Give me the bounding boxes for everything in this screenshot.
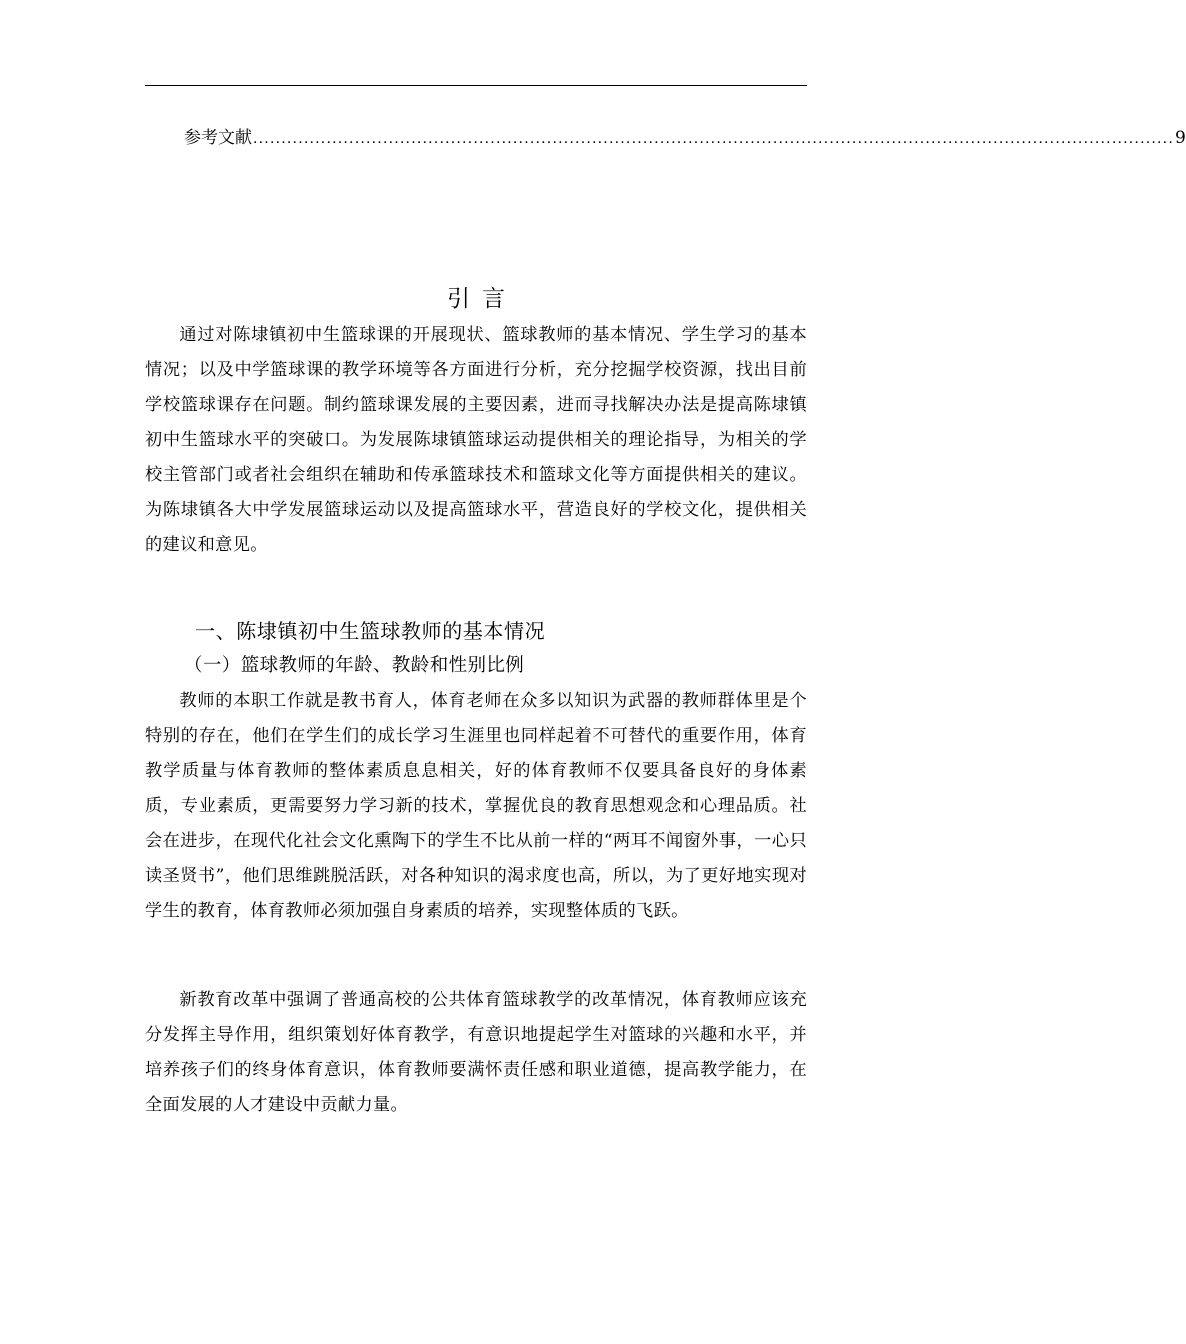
- body-paragraph-2: 新教育改革中强调了普通高校的公共体育篮球教学的改革情况，体育教师应该充分发挥主导作用，组织策划好体育教学，有意识地提起学生对篮球的兴趣和水平，并培养孩子们的终身体育意识，体育教师要满怀责任感和职业道德，提高教学能力，在全面发展的人才建设中贡献力量。: [145, 990, 807, 1115]
- body-paragraph-1: 教师的本职工作就是教书育人，体育老师在众多以知识为武器的教师群体里是个特别的存在，他们在学生们的成长学习生涯里也同样起着不可替代的重要作用，体育教学质量与体育教师的整体素质息息相关，好的体育教师不仅要具备良好的身体素质，专业素质，更需要努力学习新的技术，掌握优良的教育思想观念和心理品质。社会在进步，在现代化社会文化熏陶下的学生不比从前一样的“两耳不闻窗外事，一心只读圣贤书”，他们思维跳脱活跃，对各种知识的渴求度也高，所以，为了更好地实现对学生的教育，体育教师必须加强自身素质的培养，实现整体质的飞跃。: [145, 691, 807, 921]
- introduction-paragraph: 通过对陈埭镇初中生篮球课的开展现状、篮球教师的基本情况、学生学习的基本情况；以及中学篮球课的教学环境等各方面进行分析，充分挖掘学校资源，找出目前学校篮球课存在问题。制约篮球课发展的主要因素，进而寻找解决办法是提高陈埭镇初中生篮球水平的突破口。为发展陈埭镇篮球运动提供相关的理论指导，为相关的学校主管部门或者社会组织在辅助和传承篮球技术和篮球文化等方面提供相关的建议。为陈埭镇各大中学发展篮球运动以及提高篮球水平，营造良好的学校文化，提供相关的建议和意见。: [145, 325, 807, 555]
- header-rule: [145, 85, 807, 86]
- toc-entry-references[interactable]: [184, 124, 1186, 153]
- introduction-title: 引言: [447, 286, 517, 312]
- subsection-heading: （一）篮球教师的年龄、教龄和性别比例: [184, 655, 525, 676]
- toc-leader-dots: ...................................................................................................................................................................: [253, 131, 1174, 147]
- section-heading: 一、陈埭镇初中生篮球教师的基本情况: [195, 619, 546, 643]
- toc-entry-label: 参考文献: [184, 128, 252, 148]
- toc-page-number: 9: [1174, 128, 1186, 148]
